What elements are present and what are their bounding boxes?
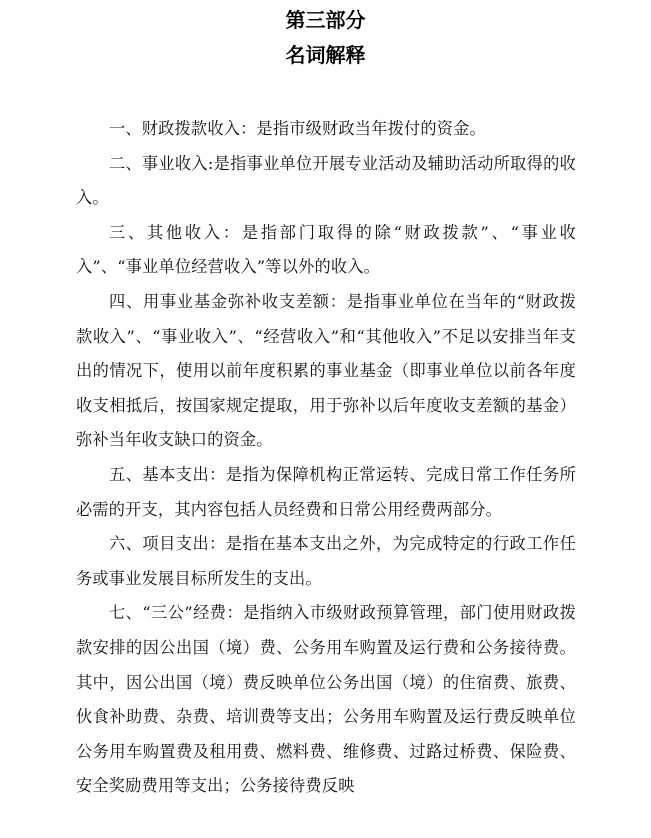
paragraph-fiscal-appropriation-income: 一、财政拨款收入：是指市级财政当年拨付的资金。 bbox=[109, 119, 486, 138]
document-body bbox=[76, 112, 576, 804]
paragraph-business-income: 二、事业收入:是指事业单位开展专业活动及辅助活动所取得的收入。 bbox=[76, 153, 576, 208]
section-title: 第三部分 bbox=[285, 8, 366, 32]
section-subtitle: 名词解释 bbox=[285, 43, 366, 67]
paragraph-business-fund-offset: 四、用事业基金弥补收支差额：是指事业单位在当年的“财政拨款收入”、“事业收入”、“经营收入”和“其他收入”不足以安排当年支出的情况下，使用以前年度积累的事业基金（即事业单位以前各年度收支相抵后，按国家规定提取，用于弥补以后年度收支差额的基金）弥补当年收支缺口的资金。 bbox=[76, 291, 576, 450]
paragraph-three-public-expenses: 七、“三公”经费：是指纳入市级财政预算管理，部门使用财政拨款安排的因公出国（境）费、公务用车购置及运行费和公务接待费。其中，因公出国（境）费反映单位公务出国（境）的住宿费、旅费、伙食补助费、杂费、培训费等支出；公务用车购置及运行费反映单位公务用车购置费及租用费、燃料费、维修费、过路过桥费、保险费、安全奖励费用等支出；公务接待费反映 bbox=[76, 603, 576, 796]
paragraph-basic-expenditure: 五、基本支出：是指为保障机构正常运转、完成日常工作任务所必需的开支，其内容包括人员经费和日常公用经费两部分。 bbox=[76, 464, 576, 519]
paragraph-project-expenditure: 六、项目支出：是指在基本支出之外，为完成特定的行政工作任务或事业发展目标所发生的支出。 bbox=[76, 534, 576, 588]
paragraph-other-income: 三、其他收入：是指部门取得的除“财政拨款”、“事业收入”、“事业单位经营收入”等以外的收入。 bbox=[76, 222, 576, 277]
